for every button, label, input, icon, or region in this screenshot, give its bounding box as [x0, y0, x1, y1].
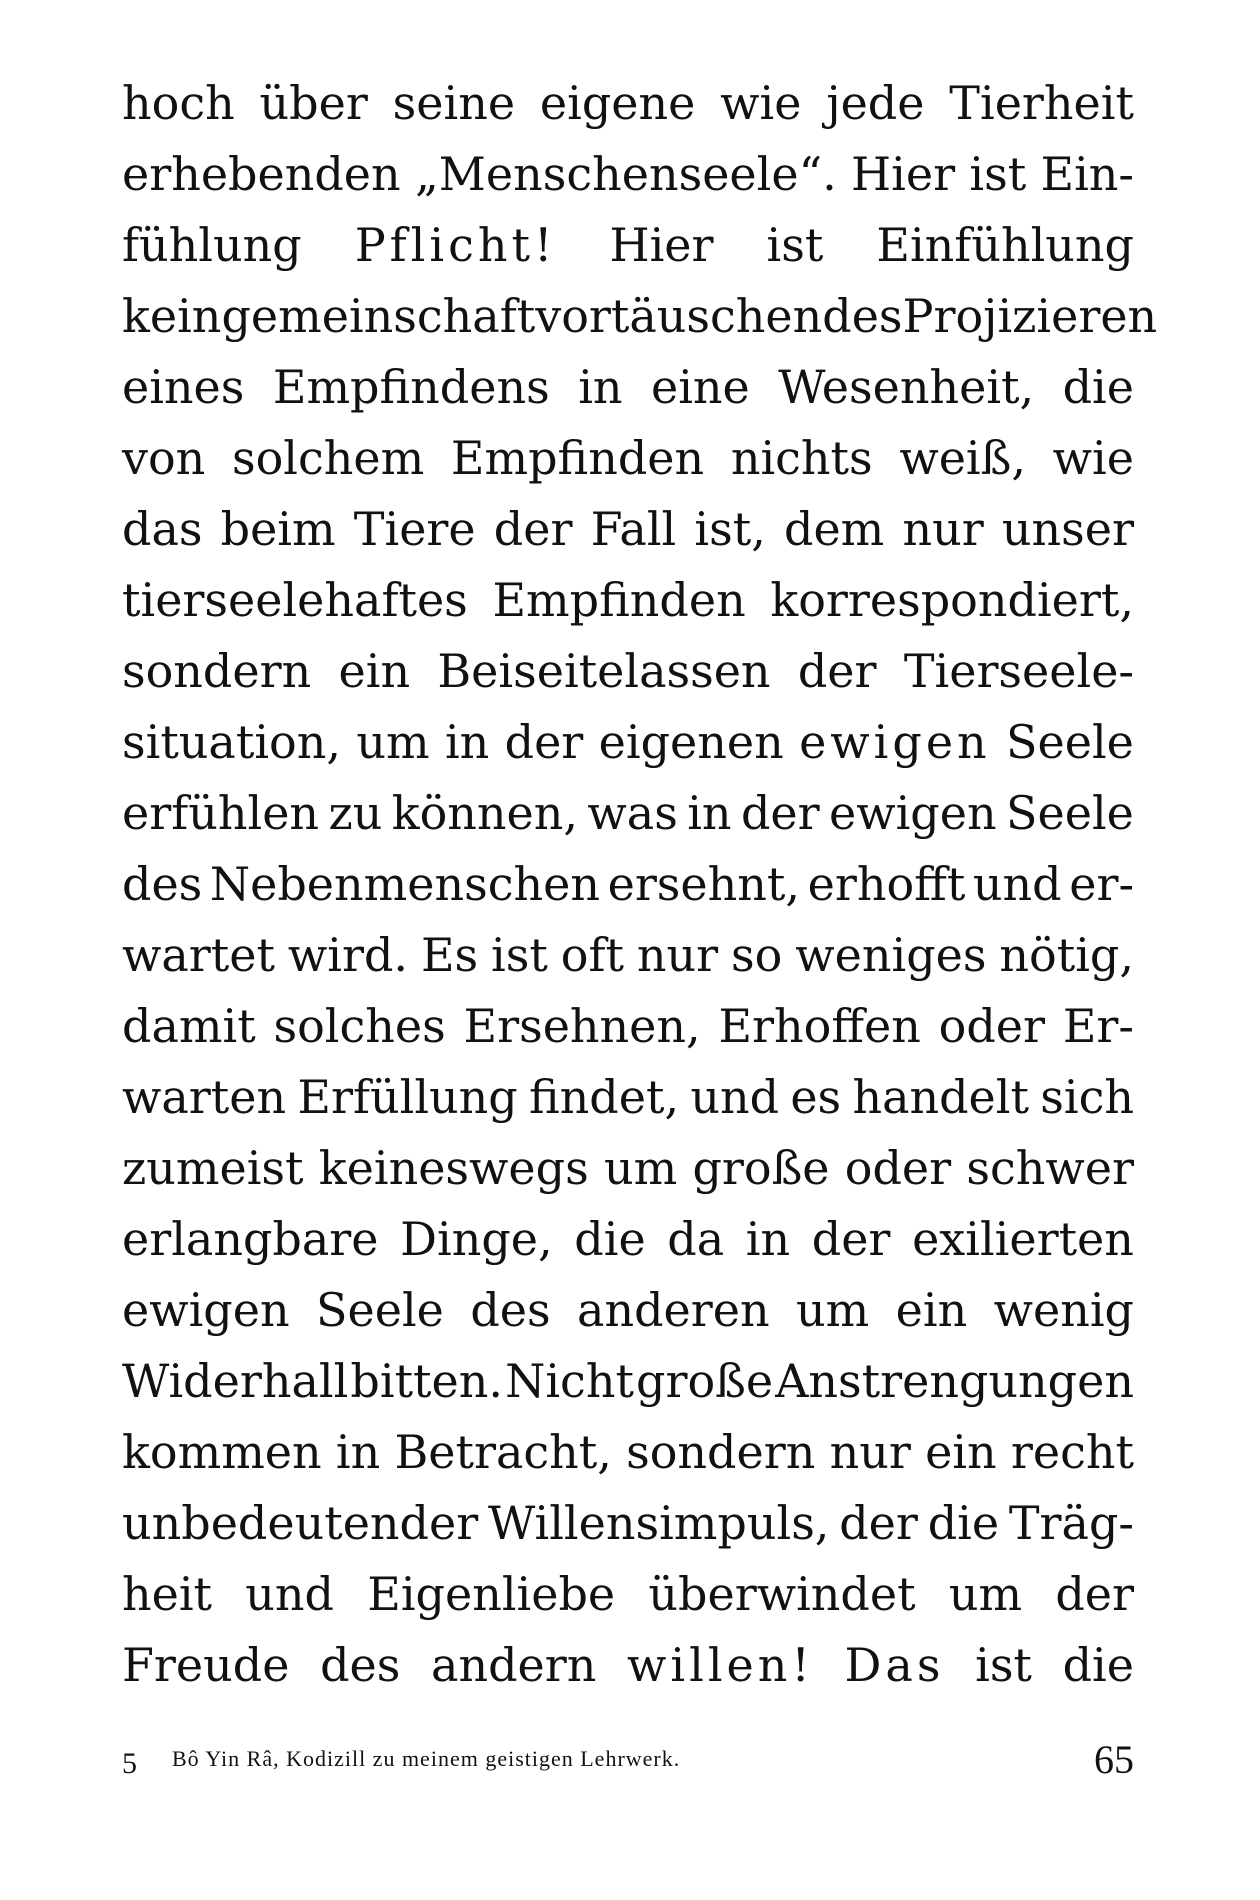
text-line	[122, 1204, 1134, 1275]
word: die	[1062, 360, 1134, 414]
word: Anstrengungen	[775, 1354, 1134, 1408]
text-line	[122, 778, 1134, 849]
word: Seele	[316, 1283, 444, 1337]
word: Wesenheit,	[778, 360, 1035, 414]
word: gemeinschaftvortäuschendes	[221, 289, 903, 343]
word: der	[1055, 1567, 1134, 1621]
word: kommen	[122, 1425, 322, 1479]
word: exilierten	[912, 1212, 1134, 1266]
text-line	[122, 991, 1134, 1062]
word: Pflicht!	[354, 218, 557, 272]
text-line	[122, 565, 1134, 636]
word: ewigen	[799, 715, 991, 769]
word: anderen	[577, 1283, 770, 1337]
text-line	[122, 920, 1134, 991]
word: eigene	[539, 76, 696, 130]
word: solches	[273, 999, 446, 1053]
word: wartet	[122, 928, 275, 982]
text-line	[122, 1630, 1134, 1701]
word: und	[972, 857, 1062, 911]
word: Hier	[851, 147, 956, 201]
word: Er-	[1062, 999, 1134, 1053]
word: um	[948, 1567, 1023, 1621]
word: Nicht	[505, 1354, 634, 1408]
word: die	[1062, 1638, 1134, 1692]
text-line	[122, 494, 1134, 565]
word: beim	[220, 502, 336, 556]
word: das	[122, 502, 203, 556]
word: Betracht,	[394, 1425, 612, 1479]
word: ist	[969, 147, 1027, 201]
word: nur	[902, 502, 984, 556]
word: überwindet	[648, 1567, 916, 1621]
word: kein	[122, 289, 222, 343]
word: Träg-	[1008, 1496, 1134, 1550]
word: oft	[560, 928, 624, 982]
word: Empfindens	[272, 360, 550, 414]
word: über	[259, 76, 368, 130]
word: Nebenmenschen	[209, 857, 600, 911]
word: und	[690, 1070, 780, 1124]
word: wie	[1052, 431, 1134, 485]
text-line	[122, 1559, 1134, 1630]
word: sich	[1040, 1070, 1134, 1124]
word: situation,	[122, 715, 341, 769]
word: eines	[122, 360, 245, 414]
word: was	[587, 786, 678, 840]
word: zu	[328, 786, 383, 840]
word: in	[444, 715, 490, 769]
word: Einfühlung	[876, 218, 1134, 272]
word: der	[740, 786, 820, 840]
word: um	[603, 1141, 678, 1195]
word: nichts	[730, 431, 873, 485]
text-line	[122, 1346, 1134, 1417]
text-line	[122, 281, 1158, 352]
word: korrespondiert,	[770, 573, 1134, 627]
word: dem	[784, 502, 885, 556]
word: wenig	[993, 1283, 1134, 1337]
word: weniges	[795, 928, 987, 982]
word: damit	[122, 999, 256, 1053]
text-line	[122, 139, 1134, 210]
word: ein	[895, 1283, 968, 1337]
word: seine	[392, 76, 516, 130]
word: Ein-	[1040, 147, 1134, 201]
word: heit	[122, 1567, 213, 1621]
word: in	[745, 1212, 791, 1266]
word: Erfüllung	[297, 1070, 518, 1124]
word: bitten.	[350, 1354, 504, 1408]
word: nötig,	[999, 928, 1134, 982]
word: große	[636, 1354, 774, 1408]
word: ersehnt,	[607, 857, 800, 911]
text-line	[122, 1133, 1134, 1204]
word: willen!	[627, 1638, 814, 1692]
word: große	[692, 1141, 830, 1195]
word: können,	[391, 786, 579, 840]
word: der	[493, 502, 573, 556]
word: erlangbare	[122, 1212, 379, 1266]
word: ist	[975, 1638, 1032, 1692]
word: oder	[938, 999, 1046, 1053]
word: in	[687, 786, 732, 840]
word: Eigenliebe	[367, 1567, 616, 1621]
text-line	[122, 210, 1134, 281]
word: ein	[338, 644, 411, 698]
word: Tierseele-	[903, 644, 1134, 698]
text-line	[122, 1488, 1134, 1559]
word: Beiseitelassen	[437, 644, 771, 698]
word: tierseelehaftes	[122, 573, 468, 627]
word: andern	[431, 1638, 597, 1692]
word: fühlung	[122, 218, 302, 272]
word: ist	[766, 218, 824, 272]
word: die	[574, 1212, 646, 1266]
word: Willensimpuls,	[488, 1496, 830, 1550]
word: erfühlen	[122, 786, 320, 840]
word: da	[667, 1212, 725, 1266]
word: eine	[651, 360, 750, 414]
text-line	[122, 1417, 1134, 1488]
word: keineswegs	[318, 1141, 589, 1195]
word: die	[927, 1496, 1000, 1550]
word: zumeist	[122, 1141, 304, 1195]
word: oder	[844, 1141, 952, 1195]
word: nur	[829, 1425, 911, 1479]
word: Tierheit	[949, 76, 1134, 130]
text-line	[122, 707, 1134, 778]
word: Tiere	[353, 502, 476, 556]
word: unser	[1001, 502, 1134, 556]
text-line	[122, 849, 1134, 920]
text-line	[122, 68, 1134, 139]
word: der	[811, 1212, 891, 1266]
word: ist	[491, 928, 548, 982]
word: Empfinden	[450, 431, 705, 485]
word: in	[335, 1425, 381, 1479]
word: jede	[826, 76, 925, 130]
word: des	[122, 857, 203, 911]
page-number: 65	[1094, 1737, 1134, 1782]
word: Das	[844, 1638, 945, 1692]
word: schwer	[966, 1141, 1134, 1195]
word: ein	[925, 1425, 997, 1479]
word: ist,	[694, 502, 766, 556]
word: und	[245, 1567, 334, 1621]
text-line	[122, 423, 1134, 494]
text-line	[122, 636, 1134, 707]
word: der	[504, 715, 584, 769]
word: ewigen	[829, 786, 997, 840]
word: ewigen	[122, 1283, 290, 1337]
word: solchem	[231, 431, 425, 485]
word: von	[122, 431, 206, 485]
word: sondern	[122, 644, 312, 698]
word: Erhoffen	[718, 999, 921, 1053]
word: Seele	[1006, 786, 1134, 840]
text-line	[122, 1275, 1134, 1346]
word: erhebenden	[122, 147, 401, 201]
word: in	[578, 360, 623, 414]
word: „Menschenseele“.	[414, 147, 837, 201]
word: um	[356, 715, 430, 769]
word: Ersehnen,	[463, 999, 701, 1053]
word: erhofft	[807, 857, 966, 911]
word: des	[320, 1638, 401, 1692]
text-line	[122, 1062, 1134, 1133]
word: wird.	[287, 928, 409, 982]
word: warten	[122, 1070, 287, 1124]
word: sondern	[626, 1425, 816, 1479]
word: Es	[420, 928, 479, 982]
signature-mark: 5	[122, 1747, 137, 1780]
word: nur	[636, 928, 719, 982]
word: hoch	[122, 76, 235, 130]
word: es	[790, 1070, 842, 1124]
word: wie	[720, 76, 802, 130]
word: findet,	[529, 1070, 680, 1124]
word: handelt	[852, 1070, 1029, 1124]
word: Widerhall	[122, 1354, 349, 1408]
word: Projizieren	[902, 289, 1158, 343]
word: unbedeutender	[122, 1496, 479, 1550]
body-text	[122, 68, 1158, 1701]
word: Seele	[1006, 715, 1134, 769]
word: Fall	[590, 502, 677, 556]
page-footer	[122, 1736, 1134, 1784]
text-line	[122, 352, 1134, 423]
word: eigenen	[598, 715, 784, 769]
word: der	[797, 644, 877, 698]
word: so	[731, 928, 783, 982]
word: Empfinden	[492, 573, 746, 627]
word: weiß,	[899, 431, 1026, 485]
word: recht	[1010, 1425, 1134, 1479]
word: Freude	[122, 1638, 290, 1692]
word: der	[839, 1496, 918, 1550]
word: Dinge,	[400, 1212, 553, 1266]
word: um	[795, 1283, 870, 1337]
word: Hier	[609, 218, 714, 272]
word: des	[470, 1283, 551, 1337]
book-title: Bô Yin Râ, Kodizill zu meinem geistigen Lehrwerk.	[172, 1746, 681, 1771]
word: er-	[1069, 857, 1134, 911]
